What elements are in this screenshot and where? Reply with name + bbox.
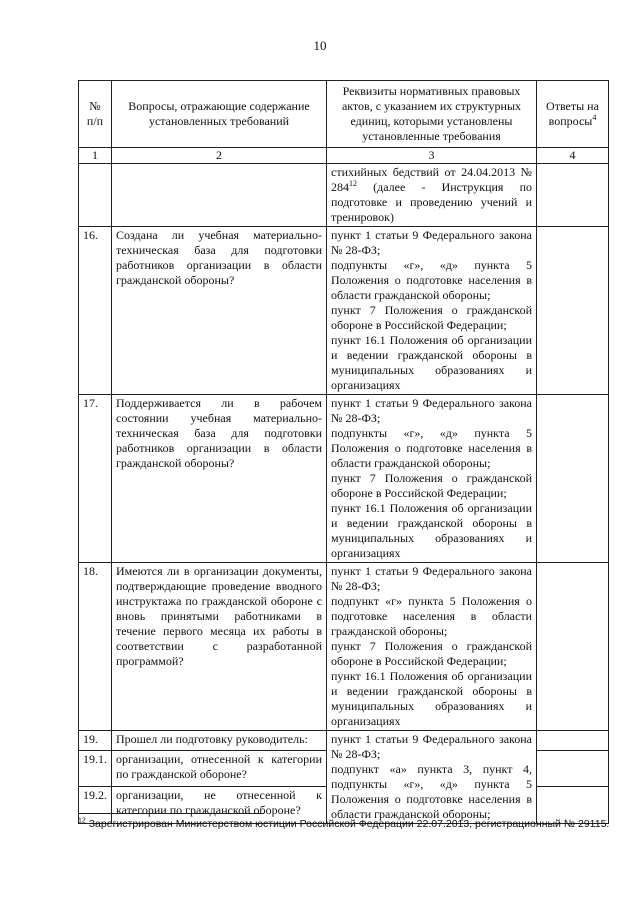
table-row (79, 395, 609, 563)
header-col-num: № п/п (79, 81, 112, 148)
refs-cell: пункт 1 статьи 9 Федерального закона № 28-ФЗ; подпункты «г», «д» пункта 5 Положения о подготовке населения в области гражданской обороны; пункт 7 Положения о гражданской обороне в Российской Федерации; пункт 16.1 Положения об организации и ведении гражданской обороны в муниципальных образованиях и организациях (327, 227, 537, 395)
refs-cell: стихийных бедствий от 24.04.2013 № $284^{12}$ (далее - Инструкция по подготовке и проведению учений и тренировок) (327, 164, 537, 227)
table-row (79, 227, 609, 395)
question-cell: Создана ли учебная материально-техническая база для подготовки работников организации в области гражданской обороны? (112, 227, 327, 395)
col-number: 2 (112, 148, 327, 164)
page-number: 10 (313, 38, 327, 53)
header-col-refs: Реквизиты нормативных правовых актов, с указанием их структурных единиц, которыми установлены установленные требования (327, 81, 537, 148)
answer-cell[interactable] (537, 227, 609, 395)
col-number: 1 (79, 148, 112, 164)
header-col-question: Вопросы, отражающие содержание установленных требований (112, 81, 327, 148)
question-cell: организации, не отнесенной к категории по гражданской обороне? (112, 787, 327, 824)
refs-cell: пункт 1 статьи 9 Федерального закона № 28-ФЗ; подпункт «а» пункта 3, пункт 4, подпункты «г», «д» пункта 5 Положения о подготовке населения в области гражданской обороны; (327, 731, 537, 824)
table-row (79, 731, 609, 751)
col-number: 4 (537, 148, 609, 164)
row-number: 19.2. (79, 787, 112, 824)
footnote: $^{12}$ Зарегистрирован Министерством юстиции Российской Федерации 22.07.2013, регистрационный № 29115. (78, 817, 610, 830)
question-cell: Поддерживается ли в рабочем состоянии учебная материально-техническая база для подготовки работников организации в области гражданской обороны? (112, 395, 327, 563)
row-number: 19.1. (79, 750, 112, 787)
question-cell: Имеются ли в организации документы, подтверждающие проведение вводного инструктажа по гражданской обороне с вновь принятыми работниками в течение первого месяца их работы в соответствии с разработанной программой? (112, 563, 327, 731)
answer-cell[interactable] (537, 731, 609, 751)
table-header-row (79, 81, 609, 148)
answer-cell[interactable] (537, 750, 609, 787)
answer-cell[interactable] (537, 395, 609, 563)
row-number: 19. (79, 731, 112, 751)
refs-cell: пункт 1 статьи 9 Федерального закона № 28-ФЗ; подпункт «г» пункта 5 Положения о подготовке населения в области гражданской обороны; пункт 7 Положения о гражданской обороне в Российской Федерации; пункт 16.1 Положения об организации и ведении гражданской обороны в муниципальных образованиях и организациях (327, 563, 537, 731)
row-number: 16. (79, 227, 112, 395)
question-cell: организации, отнесенной к категории по гражданской обороне? (112, 750, 327, 787)
row-number: 17. (79, 395, 112, 563)
answer-cell[interactable] (537, 164, 609, 227)
requirements-table (78, 80, 609, 824)
table-row (79, 563, 609, 731)
answer-cell[interactable] (537, 563, 609, 731)
question-cell: Прошел ли подготовку руководитель: (112, 731, 327, 751)
refs-cell: пункт 1 статьи 9 Федерального закона № 28-ФЗ; подпункты «г», «д» пункта 5 Положения о подготовке населения в области гражданской обороны; пункт 7 Положения о гражданской обороне в Российской Федерации; пункт 16.1 Положения об организации и ведении гражданской обороны в муниципальных образованиях и организациях (327, 395, 537, 563)
column-number-row (79, 148, 609, 164)
footnote-separator (78, 813, 264, 814)
col-number: 3 (327, 148, 537, 164)
row-number: 18. (79, 563, 112, 731)
table-row-continuation (79, 164, 609, 227)
header-col-answers: Ответы на вопросы$^4$ (537, 81, 609, 148)
